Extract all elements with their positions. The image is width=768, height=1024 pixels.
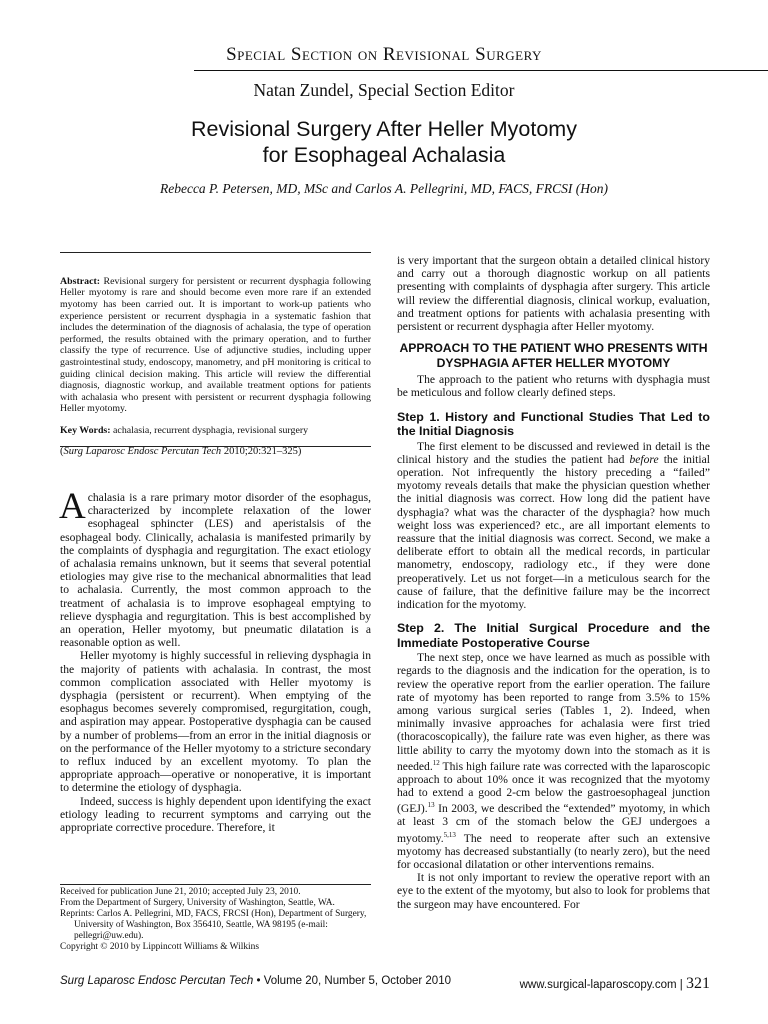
intro-text: chalasia is a rare primary motor disorder of the esophagus, characterized by incomplete relaxation of the lower esophageal sphincter (LES) and aperistalsis of the esophageal body. Clinically, achalasia is manifested primarily by the complaints of dysphagia and regurgitation. The exact etiology of achalasia remains unknown, but it seems that several potential etiologies may give rise to the mechanical abnormalities that lead to achalasia. Currently, the most common approach to the treatment of achalasia is to improve esophageal emptying to relieve dysphagia and regurgitation. This is best accomplished by an operation, Heller myotomy, but pneumatic dilatation is a reasonable option as well. xyxy=(60,491,371,650)
abstract-label: Abstract: xyxy=(60,275,101,287)
title-line-2: for Esophageal Achalasia xyxy=(262,143,506,167)
footnote-rule xyxy=(60,884,371,885)
paragraph-continued: is very important that the surgeon obtain a detailed clinical history and carry out a thorough diagnostic workup on all patients presenting with complaints of dysphagia after surgery. This article will review the differential diagnosis, clinical workup, evaluation, and treatment options for patients with achalasia presenting with persistent or recurrent dysphagia after Heller myotomy. xyxy=(397,254,710,334)
footer-issue: • Volume 20, Number 5, October 2010 xyxy=(253,975,451,987)
footnote-from: From the Department of Surgery, University of Washington, Seattle, WA. xyxy=(60,898,335,908)
footnotes xyxy=(60,887,371,953)
keywords-label: Key Words: xyxy=(60,424,111,436)
section-title: Special Section on Revisional Surgery xyxy=(226,44,542,65)
footer-right xyxy=(520,975,710,993)
paragraph-success: Indeed, success is highly dependent upon identifying the exact etiology leading to recurrent symptoms and carrying out the appropriate corrective procedure. Therefore, it xyxy=(60,794,371,835)
intro-paragraph xyxy=(59,486,371,650)
step1-heading: Step 1. History and Functional Studies That Led to the Initial Diagnosis xyxy=(397,409,710,439)
abstract-top-rule xyxy=(60,252,371,253)
paragraph-approach: The approach to the patient who returns with dysphagia must be meticulous and follow clearly defined steps. xyxy=(397,373,710,400)
footnote-copyright: Copyright © 2010 by Lippincott Williams & Wilkins xyxy=(60,942,259,952)
footer-citation xyxy=(60,975,451,987)
authors: Rebecca P. Petersen, MD, MSc and Carlos A. Pellegrini, MD, FACS, FRCSI (Hon) xyxy=(159,181,609,196)
abstract xyxy=(60,266,371,468)
step2-text-d: The need to reoperate after such an extensive myotomy has decreased substantially (to nearly zero), but the need for occasional dilatation or other interventions remains. xyxy=(397,831,710,871)
body-left-column xyxy=(59,486,371,835)
keywords xyxy=(60,425,371,437)
paragraph-heller: Heller myotomy is highly successful in relieving dysphagia in the majority of patients with achalasia. In contrast, the most common complication associated with Heller myotomy is dysphagia (persistent or recurrent). When emptying of the esophagus becomes severely compromised, regurgitation, cough, and aspiration may appear. Postoperative dysphagia can be caused by a number of problems—from an error in the initial diagnosis or on the performance of the Heller myotomy to a stricture secondary to reflux induced by an excellent myotomy. To plan the appropriate approach—operative or nonoperative, it is important to determine the etiology of dysphagia. xyxy=(60,649,371,795)
footer-journal: Surg Laparosc Endosc Percutan Tech xyxy=(60,975,254,987)
drop-cap: A xyxy=(59,486,86,527)
header-rule xyxy=(194,70,768,71)
section-editor: Natan Zundel, Special Section Editor xyxy=(253,80,515,100)
step1-paragraph xyxy=(397,440,710,612)
step2-paragraph xyxy=(397,651,710,871)
body-right-column xyxy=(397,254,710,911)
abstract-paragraph xyxy=(60,276,371,415)
ref-12: 12 xyxy=(432,758,440,767)
ref-5-13: 5,13 xyxy=(443,830,456,839)
footnote-received: Received for publication June 21, 2010; accepted July 23, 2010. xyxy=(60,887,301,897)
article-title xyxy=(0,116,768,168)
abstract-text: Revisional surgery for persistent or recurrent dysphagia following Heller myotomy is rare and should become even more rare if an extended myotomy has been carried out. It is important to work-up patients who experience persistent or recurrent dysphagia in a systematic fashion that includes the determination of the diagnosis of achalasia, the type of operation performed, the results obtained with the primary operation, and to further classify the type of recurrence. Use of adjunctive studies, including upper gastrointestinal study, endoscopy, manometry, and pH monitoring is critical to guiding clinical decision making. This article will review the differential diagnosis, diagnostic workup, and available treatment options for patients with achalasia who present with persistent or recurrent dysphagia following Heller myotomy. xyxy=(60,275,371,415)
citation-open: ( xyxy=(60,446,64,458)
footnote-reprints: Reprints: Carlos A. Pellegrini, MD, FACS, FRCSI (Hon), Department of Surgery, University of Washington, Box 356410, Seattle, WA 98195 (e-mail: pellegri@uw.edu). xyxy=(60,909,367,941)
title-line-1: Revisional Surgery After Heller Myotomy xyxy=(191,117,577,141)
step2-heading: Step 2. The Initial Surgical Procedure and the Immediate Postoperative Course xyxy=(397,621,710,650)
footer-url[interactable]: www.surgical-laparoscopy.com xyxy=(519,979,677,991)
step2-text-a: The next step, once we have learned as much as possible with regards to the diagnosis and the indication for the operation, is to review the operative report from the earlier operation. The failure rate of myotomy has been reported to range from 3.5% to 15% among various surgical series (Tables 1, 2). Indeed, when minimally invasive approaches for achalasia were first tried (thoracoscopically), the failure rate was even higher, as there was little ability to carry the myotomy down into the stomach as it is needed. xyxy=(397,651,710,773)
footer-separator: | xyxy=(676,979,686,991)
step2-text-c: In 2003, we described the “extended” myotomy, in which at least 3 cm of the stomach below the GEJ undergoes a myotomy. xyxy=(397,802,710,845)
abstract-bottom-rule xyxy=(60,446,371,447)
paragraph-operative-report: It is not only important to review the operative report with an eye to the extent of the myotomy, but also to look for problems that the surgeon may have encountered. For xyxy=(397,871,710,911)
citation-rest: 2010;20:321–325) xyxy=(223,446,302,458)
step2-text-b: This high failure rate was corrected with the laparoscopic approach to about 10% once it was recognized that the myotomy had to extend a good 2-cm below the gastroesophageal junction (GEJ). xyxy=(397,759,710,816)
page-number: 321 xyxy=(686,975,710,992)
citation xyxy=(60,446,371,458)
step1-text-b: the initial operation. Not infrequently the history preceding a “failed” myotomy reveals details that make the physician question whether the initial diagnosis was correct. How long did the patient have dysphagia? what was the character of the dysphagia? how much weight loss was experienced? etc., are all important elements to reassure that the initial diagnosis was correct. Second, we make a deliberate effort to obtain all the medical records, in particular manometry, endoscopy, radiology etc., if they were done preoperatively. Let us not forget—in a meticulous search for the cause of failure, that the definitive failure may be the incorrect indication for the myotomy. xyxy=(397,452,710,612)
step1-emphasis: before xyxy=(629,452,659,466)
ref-13: 13 xyxy=(427,801,435,810)
citation-journal: Surg Laparosc Endosc Percutan Tech xyxy=(63,446,222,458)
step1-text-a: The first element to be discussed and reviewed in detail is the clinical history and the studies the patient had xyxy=(397,439,710,466)
section-heading-approach: APPROACH TO THE PATIENT WHO PRESENTS WITH DYSPHAGIA AFTER HELLER MYOTOMY xyxy=(399,341,708,371)
keywords-text: achalasia, recurrent dysphagia, revisional surgery xyxy=(113,424,309,436)
